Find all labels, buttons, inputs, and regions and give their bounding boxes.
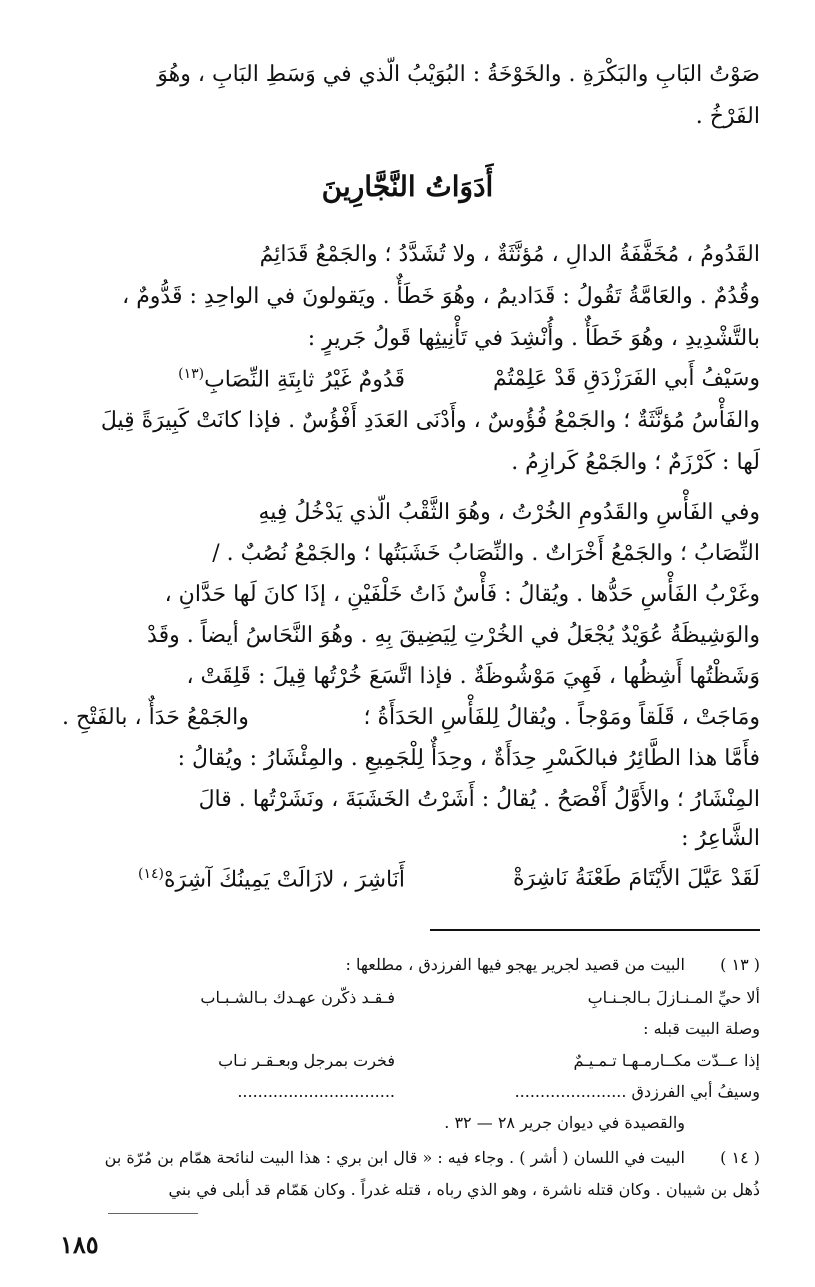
para3-line-9: الشَّاعِرُ : [681, 826, 760, 851]
verse2-first-hemistich: لَقَدْ عَيَّلَ الأَيْتَامَ طَعْنَةُ نَاشِرَةْ [512, 866, 760, 891]
bottom-divider [108, 1213, 198, 1214]
footnote-13-source: والقصيدة في ديوان جرير ٢٨ — ٣٢ . [444, 1113, 685, 1132]
para1-line-1: القَدُومُ ، مُخَفَّفَةُ الدالِ ، مُؤنَّثَةٌ ، ولا تُشَدَّدُ ؛ والجَمْعُ قَدَائِمُ [259, 242, 760, 267]
footnote-ref-13[interactable]: (١٣) [178, 366, 205, 382]
section-title: أَدَوَاتُ النَّجَّارِينَ [321, 170, 494, 203]
footnote-13-verse2-b: فخرت بمرجل وبعـقـر نـاب [218, 1051, 395, 1070]
para3-line-1: وفي الفَأْسِ والقَدُومِ الخُرْتُ ، وهُوَ الثَّقْبُ الّذي يَدْخُلُ فِيهِ [258, 500, 760, 525]
para3-line-6a: ومَاجَتْ ، قَلَقاً ومَوْجاً . ويُقالُ لِلفَأْسِ الحَدَأَةُ ؛ [363, 705, 760, 730]
footnote-14-line-2: ذُهل بن شيبان . وكان قتله ناشرة ، وهو الذي رباه ، قتله غدراً . وكان هَمّام قد أبلى في بني [168, 1180, 760, 1199]
footnote-separator [430, 929, 760, 931]
intro-line-2: الفَرْخُ . [695, 104, 760, 129]
footnote-13-number: ( ١٣ ) [720, 955, 760, 974]
para3-line-8: المِنْشَارُ ؛ والأَوَّلُ أَفْصَحُ . يُقالُ : أَشَرْتُ الخَشَبَةَ ، ونَشَرْتُها . قالَ [198, 787, 760, 812]
para1-line-2: وقُدُمٌ . والعَامَّةُ تَقُولُ : قَدَاديمُ ، وهُوَ خَطَأٌ . ويَقولونَ في الواحِدِ : قَدُّومٌ ، [122, 284, 760, 309]
para2-line-2: لَها : كَرْزَمٌ ؛ والجَمْعُ كَرازِمُ . [511, 450, 760, 475]
footnote-13-verse1-a: ألا حيِّ المـنـازلَ بـالجـنـابِ [587, 988, 760, 1007]
footnote-14-number: ( ١٤ ) [720, 1148, 760, 1167]
footnote-ref-14[interactable]: (١٤) [137, 866, 164, 882]
verse1-second-hemistich: قَدُومٌ غَيْرُ ثابِتَةِ النِّصَابِ(١٣) [178, 366, 405, 393]
para3-line-2: النِّصَابُ ؛ والجَمْعُ أَخْرَاتٌ . والنِّصَابُ خَشَبَتُها ؛ والجَمْعُ نُصُبٌ . / [212, 541, 760, 566]
para1-line-3: بالتَّشْدِيدِ ، وهُوَ خَطَأٌ . وأُنْشِدَ في تَأْنِيثِها قَولُ جَريرٍ : [307, 326, 760, 351]
para3-line-5: وَشَظْتُها أَشِظُها ، فَهِيَ مَوْشُوظَةٌ . فإذا اتَّسَعَ خُرْتُها قِيلَ : قَلِقَتْ ، [186, 664, 760, 689]
footnote-13-verse3-b: ............................... [237, 1082, 395, 1101]
footnote-13-verse3-a: وسيفُ أبي الفرزدق ...................... [514, 1082, 760, 1101]
footnote-13-text: البيت من قصيد لجرير يهجو فيها الفرزدق ، مطلعها : [345, 955, 685, 974]
para2-line-1: والفَأْسُ مُؤنَّثَةٌ ؛ والجَمْعُ فُؤُوسٌ ، وأَدْنَى العَدَدِ أَفْؤُسٌ . فإذا كانَتْ كَبِيرَةً قِيلَ [100, 408, 760, 433]
verse2-second-hemistich: أَنَاشِرَ ، لازَالَتْ يَمِينُكَ آشِرَهْ(١٤) [137, 866, 405, 893]
intro-line-1: صَوْتُ البَابِ والبَكْرَةِ . والخَوْخَةُ : البُوَيْبُ الّذي في وَسَطِ البَابِ ، وهُوَ [157, 62, 760, 87]
para3-line-6b: والجَمْعُ حَدَأٌ ، بالفَتْحِ . [62, 705, 249, 730]
footnote-13-verse1-b: فـقـد ذكّرن عهـدك بـالشـبـاب [200, 988, 395, 1007]
para3-line-3: وغَرْبُ الفَأْسِ حَدُّها . ويُقالُ : فَأْسٌ ذَاتُ خَلْفَيْنِ ، إذَا كانَ لَها حَدَّانِ ، [164, 582, 760, 607]
verse1-first-hemistich: وسَيْفُ أَبي الفَرَزْدَقِ قَدْ عَلِمْتُمْ [492, 366, 760, 391]
page-number: ١٨٥ [60, 1230, 99, 1259]
footnote-13-link: وصلة البيت قبله : [643, 1019, 760, 1038]
para3-line-4: والوَشِيظَةُ عُوَيْدٌ يُجْعَلُ في الخُرْتِ لِيَضِيقَ بِهِ . وهُوَ النَّحَاسُ أيضاً . وقَدْ [147, 623, 760, 648]
para3-line-7: فأَمَّا هذا الطَّائِرُ فبالكَسْرِ حِدَأَةٌ ، وحِدَأٌ لِلْجَمِيعِ . والمِئْشَارُ : ويُقالُ : [177, 746, 760, 771]
footnote-13-verse2-a: إذا عــدّت مكــارمـهـا تـمـيـمٌ [573, 1051, 760, 1070]
footnote-14-line-1: البيت في اللسان ( أشر ) . وجاء فيه : « قال ابن بري : هذا البيت لنائحة همّام بن مُرّة بن [104, 1148, 685, 1167]
